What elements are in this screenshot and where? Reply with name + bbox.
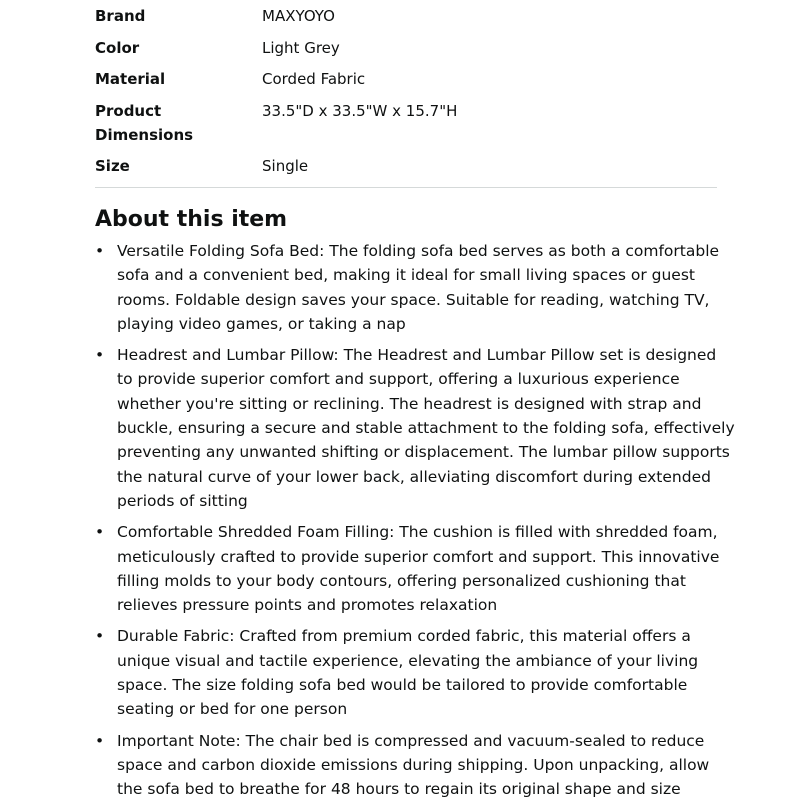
product-specs-table	[95, 4, 717, 178]
spec-row-color	[95, 36, 717, 60]
spec-value: Corded Fabric	[262, 70, 366, 88]
list-item	[95, 624, 735, 721]
list-item	[95, 729, 735, 800]
bullet-text: Durable Fabric: Crafted from premium corded fabric, this material offers a unique visual and tactile experience, elevating the ambiance of your living space. The size folding sofa bed would be tailored to provide comfortable seating or bed for one person	[117, 627, 699, 719]
spec-label: Color	[95, 38, 140, 57]
spec-value: Light Grey	[262, 38, 340, 57]
bullet-icon: •	[95, 731, 105, 750]
bullet-text: Comfortable Shredded Foam Filling: The cushion is filled with shredded foam, meticulously crafted to provide superior comfort and support. This innovative filling molds to your body contours, offering personalized cushioning that relieves pressure points and promotes relaxation	[117, 523, 720, 615]
spec-value: MAXYOYO	[262, 7, 335, 25]
spec-row-brand	[95, 4, 717, 28]
bullet-text: Versatile Folding Sofa Bed: The folding sofa bed serves as both a comfortable sofa and a convenient bed, making it ideal for small living spaces or guest rooms. Foldable design saves your space. Suitable for reading, watching TV, playing video games, or taking a nap	[117, 242, 720, 333]
spec-label: Product Dimensions	[95, 101, 194, 144]
spec-row-size	[95, 154, 717, 178]
list-item	[95, 239, 735, 336]
list-item	[95, 343, 735, 513]
section-divider	[95, 187, 717, 188]
bullet-icon: •	[95, 346, 105, 365]
bullet-icon: •	[95, 627, 105, 646]
bullet-icon: •	[95, 523, 105, 542]
bullet-text: Headrest and Lumbar Pillow: The Headrest and Lumbar Pillow set is designed to provide superior comfort and support, offering a luxurious experience whether you're sitting or reclining. The headrest is designed with strap and buckle, ensuring a secure and stable attachment to the folding sofa, effectively preventing any unwanted shifting or displacement. The lumbar pillow supports the natural curve of your lower back, alleviating discomfort during extended periods of sitting	[117, 346, 735, 510]
spec-label: Material	[95, 70, 166, 88]
bullet-text: Important Note: The chair bed is compressed and vacuum-sealed to reduce space and carbon dioxide emissions during shipping. Upon unpacking, allow the sofa bed to breathe for 48 hours to regain its original shape and size	[117, 731, 710, 799]
about-bullet-list	[95, 239, 735, 800]
spec-label: Size	[95, 157, 130, 175]
spec-row-material	[95, 67, 717, 91]
bullet-icon: •	[95, 242, 105, 260]
about-this-item-heading: About this item	[95, 207, 288, 232]
spec-value: 33.5"D x 33.5"W x 15.7"H	[262, 101, 458, 120]
list-item	[95, 520, 735, 617]
spec-value: Single	[262, 157, 309, 175]
spec-row-dimensions	[95, 99, 717, 147]
spec-label: Brand	[95, 7, 146, 25]
